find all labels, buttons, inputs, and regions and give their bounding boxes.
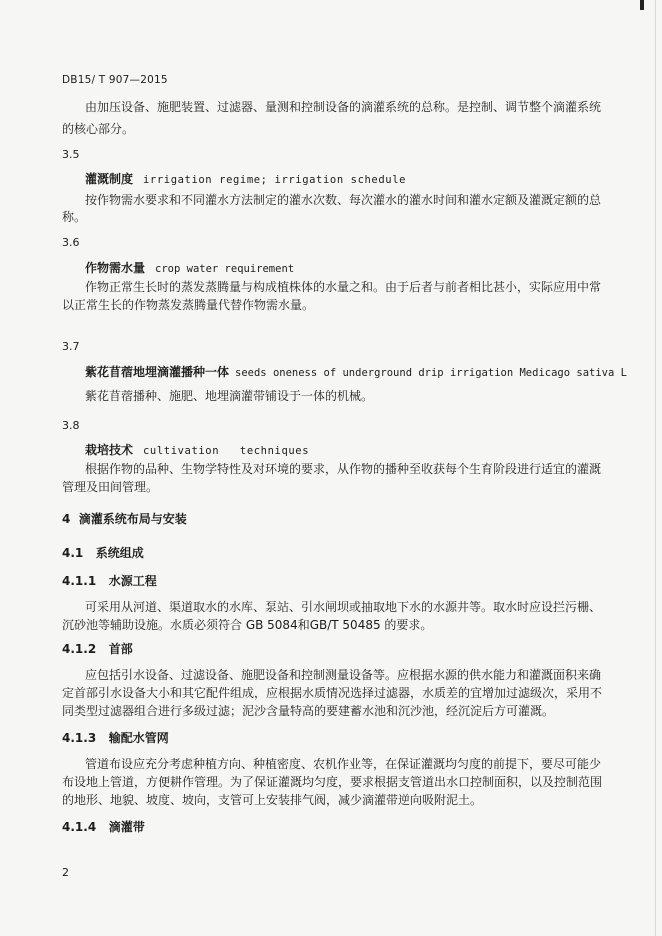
section-3-5-number: 3.5 bbox=[62, 148, 80, 161]
section-4-1-1-line-1: 可采用从河道、渠道取水的水库、泵站、引水闸坝或抽取地下水的水源井等。取水时应设拦污栅、 bbox=[85, 600, 602, 614]
section-4-1-3-line-1: 管道布设应充分考虑种植方向、种植密度、农机作业等，在保证灌溉均匀度的前提下，要尽可能少 bbox=[85, 757, 602, 771]
section-3-8-number: 3.8 bbox=[62, 419, 80, 432]
section-3-6-term-zh: 作物需水量 bbox=[85, 261, 146, 275]
intro-line-1: 由加压设备、施肥装置、过滤器、量测和控制设备的滴灌系统的总称。是控制、调节整个滴灌系统 bbox=[85, 100, 602, 114]
section-3-7-number: 3.7 bbox=[62, 340, 80, 353]
section-3-5-term-en: irrigation regime; irrigation schedule bbox=[143, 174, 407, 186]
section-4-1-4-heading: 4.1.4 滴灌带 bbox=[62, 820, 145, 834]
section-3-5-line-1: 按作物需水要求和不同灌水方法制定的灌水次数、每次灌水的灌水时间和灌水定额及灌溉定额的总 bbox=[85, 193, 602, 207]
section-4-1-heading: 4.1 系统组成 bbox=[62, 546, 144, 560]
section-3-5-line-2: 称。 bbox=[62, 210, 87, 224]
section-4-1-2-line-2: 定首部引水设备大小和其它配件组成，应根据水质情况选择过滤器，水质差的宜增加过滤级次，采用不 bbox=[62, 686, 603, 700]
section-3-7-line-1: 紫花苜蓿播种、施肥、地埋滴灌带铺设于一体的机械。 bbox=[85, 389, 374, 403]
section-3-8-line-1: 根据作物的品种、生物学特性及对环境的要求，从作物的播种至收获每个生育阶段进行适宜的灌溉 bbox=[85, 462, 602, 476]
scan-edge-line bbox=[655, 0, 656, 936]
section-4-1-3-heading: 4.1.3 输配水管网 bbox=[62, 731, 169, 745]
page-number: 2 bbox=[62, 866, 69, 879]
section-3-7-term bbox=[85, 365, 627, 380]
section-4-1-2-heading: 4.1.2 首部 bbox=[62, 642, 133, 656]
section-4-1-1-heading: 4.1.1 水源工程 bbox=[62, 574, 157, 588]
section-3-6-term bbox=[85, 261, 294, 276]
section-4-1-3-line-2: 布设地上管道，方便耕作管理。为了保证灌溉均匀度，要求根据支管道出水口控制面积，以及控制范围 bbox=[62, 775, 603, 789]
intro-line-2: 的核心部分。 bbox=[62, 122, 135, 136]
section-3-7-term-zh: 紫花苜蓿地埋滴灌播种一体 bbox=[85, 365, 230, 379]
doc-code-header: DB15/ T 907—2015 bbox=[62, 74, 168, 86]
scan-edge-mark bbox=[640, 0, 644, 10]
section-4-1-1-line-2: 沉砂池等辅助设施。水质必须符合 GB 5084和GB/T 50485 的要求。 bbox=[62, 618, 433, 632]
section-3-5-term-zh: 灌溉制度 bbox=[85, 172, 134, 186]
section-4-1-2-line-1: 应包括引水设备、过滤设备、施肥设备和控制测量设备等。应根据水源的供水能力和灌溉面积来确 bbox=[85, 668, 602, 682]
chapter-4-heading: 4 滴灌系统布局与安装 bbox=[62, 512, 187, 526]
section-3-6-line-1: 作物正常生长时的蒸发蒸腾量与构成植株体的水量之和。由于后者与前者相比甚小，实际应用中常 bbox=[85, 280, 602, 294]
section-3-8-term bbox=[85, 443, 309, 458]
section-3-8-term-en: cultivation techniques bbox=[143, 445, 310, 457]
section-3-8-line-2: 管理及田间管理。 bbox=[62, 480, 159, 494]
section-4-1-3-line-3: 的地形、地貌、坡度、坡向，支管可上安装排气阀，减少滴灌带逆向吸附泥土。 bbox=[62, 793, 483, 807]
section-3-8-term-zh: 栽培技术 bbox=[85, 443, 134, 457]
section-4-1-2-line-3: 同类型过滤器组合进行多级过滤；泥沙含量特高的要建蓄水池和沉沙池，经沉淀后方可灌溉。 bbox=[62, 704, 555, 718]
section-3-6-number: 3.6 bbox=[62, 236, 80, 249]
section-3-5-term bbox=[85, 172, 406, 187]
section-3-6-term-en: crop water requirement bbox=[155, 263, 295, 275]
section-3-7-term-en: seeds oneness of underground drip irrigation Medicago sativa L bbox=[235, 367, 627, 379]
section-3-6-line-2: 以正常生长的作物蒸发蒸腾量代替作物需水量。 bbox=[62, 298, 315, 312]
